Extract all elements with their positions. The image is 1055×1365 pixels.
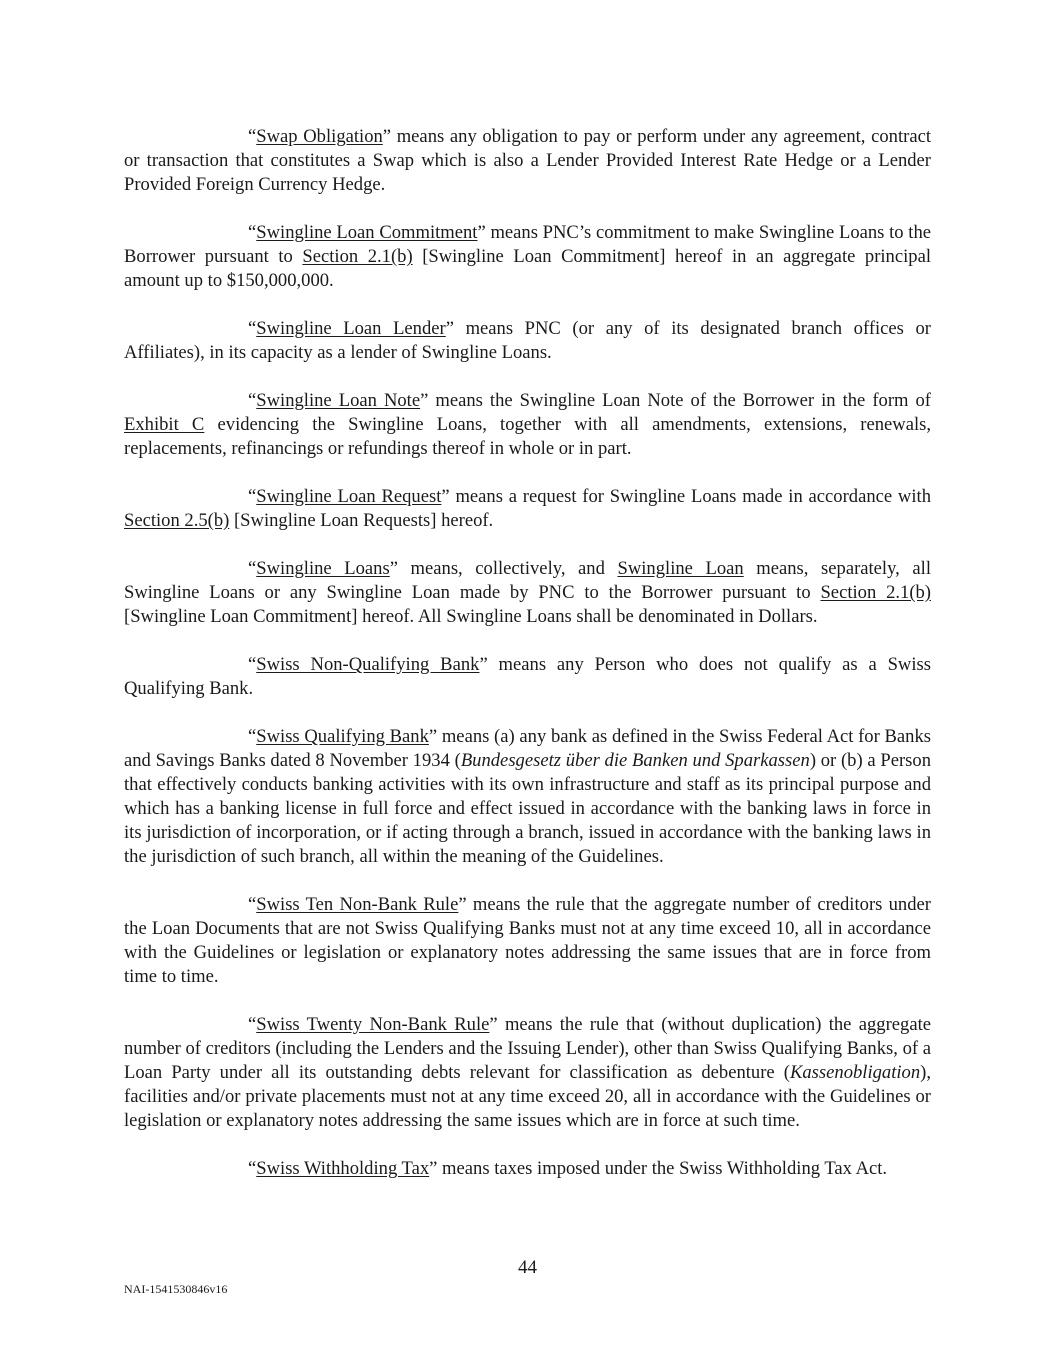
definition-swingline-loan-lender — [124, 317, 931, 365]
defined-term: Swiss Twenty Non-Bank Rule — [256, 1014, 490, 1035]
definition-text: “ — [248, 1158, 257, 1179]
definition-text: ” means a request for Swingline Loans made in accordance with — [441, 486, 931, 507]
definition-text: [Swingline Loan Commitment] hereof in an aggregate principal amount up to $150,000,000. — [124, 246, 931, 291]
italic-term: Kassenobligation — [789, 1062, 921, 1083]
defined-term: Swingline Loan Commitment — [256, 222, 478, 243]
definition-swingline-loan-request — [124, 485, 931, 533]
definition-text: “ — [248, 726, 257, 747]
definition-swiss-non-qualifying-bank — [124, 653, 931, 701]
document-id: NAI-1541530846v16 — [124, 1282, 228, 1296]
definition-text: ), facilities and/or private placements must not at any time exceed 20, all in accordance with the Guidelines or legislation or explanatory notes addressing the same issues which are in force at such time. — [124, 1062, 931, 1131]
definition-text: ” means taxes imposed under the Swiss Withholding Tax Act. — [429, 1158, 888, 1179]
definition-text: ” means the Swingline Loan Note of the Borrower in the form of — [420, 390, 931, 411]
defined-term: Swiss Withholding Tax — [256, 1158, 430, 1179]
definition-text: “ — [248, 486, 257, 507]
defined-term: Swiss Ten Non-Bank Rule — [256, 894, 459, 915]
definition-text: “ — [248, 654, 257, 675]
definition-swiss-qualifying-bank — [124, 725, 931, 869]
definition-text: “ — [248, 558, 257, 579]
definition-text: “ — [248, 390, 257, 411]
definition-swap-obligation — [124, 125, 931, 197]
cross-reference: Section 2.5(b) — [124, 510, 230, 531]
italic-term: Bundesgesetz über die Banken und Sparkassen — [460, 750, 810, 771]
definition-text: ” means the rule that (without duplication) the aggregate number of creditors (including the Lenders and the Issuing Lender), other than Swiss Qualifying Banks, of a Loan Party under all its outstanding debts relevant for classification as debenture ( — [124, 1014, 931, 1083]
definition-text: ” means any Person who does not qualify as a Swiss Qualifying Bank. — [124, 654, 931, 699]
cross-reference: Swingline Loan — [617, 558, 744, 579]
defined-term: Swingline Loan Note — [256, 390, 421, 411]
defined-term: Swingline Loans — [256, 558, 390, 579]
cross-reference: Section 2.1(b) — [302, 246, 413, 267]
definition-swiss-twenty-non-bank-rule — [124, 1013, 931, 1133]
definitions-list — [124, 125, 931, 1205]
definition-swingline-loans — [124, 557, 931, 629]
definition-swingline-loan-commitment — [124, 221, 931, 293]
definition-text: “ — [248, 126, 257, 147]
definition-text: [Swingline Loan Requests] hereof. — [229, 510, 494, 531]
definition-text: ” means (a) any bank as defined in the Swiss Federal Act for Banks and Savings Banks dated 8 November 1934 ( — [124, 726, 931, 771]
definition-text: ” means any obligation to pay or perform under any agreement, contract or transaction that constitutes a Swap which is also a Lender Provided Interest Rate Hedge or a Lender Provided Foreign Currency Hedge. — [124, 126, 932, 195]
defined-term: Swingline Loan Request — [256, 486, 442, 507]
defined-term: Swiss Qualifying Bank — [256, 726, 429, 747]
page-number: 44 — [518, 1257, 537, 1278]
definition-text: [Swingline Loan Commitment] hereof. All Swingline Loans shall be denominated in Dollars. — [124, 606, 818, 627]
definition-text: ” means PNC (or any of its designated branch offices or Affiliates), in its capacity as a lender of Swingline Loans. — [124, 318, 931, 363]
definition-swiss-withholding-tax — [124, 1157, 931, 1181]
definition-text: evidencing the Swingline Loans, together with all amendments, extensions, renewals, replacements, refinancings or refundings thereof in whole or in part. — [124, 414, 932, 459]
definition-text: ) or (b) a Person that effectively conducts banking activities with its own infrastructure and staff as its principal purpose and which has a banking license in full force and effect issued in accordance with the banking laws in force in its jurisdiction of incorporation, or if acting through a branch, issued in accordance with the banking laws in the jurisdiction of such branch, all within the meaning of the Guidelines. — [124, 750, 932, 867]
definition-text: “ — [248, 894, 257, 915]
definition-text: “ — [248, 222, 257, 243]
definition-text: ” means PNC’s commitment to make Swingline Loans to the Borrower pursuant to — [124, 222, 932, 267]
cross-reference: Section 2.1(b) — [820, 582, 931, 603]
defined-term: Swap Obligation — [256, 126, 383, 147]
definition-text: “ — [248, 318, 257, 339]
definition-swingline-loan-note — [124, 389, 931, 461]
defined-term: Swiss Non-Qualifying Bank — [256, 654, 480, 675]
defined-term: Swingline Loan Lender — [256, 318, 446, 339]
definition-text: means, separately, all Swingline Loans or any Swingline Loan made by PNC to the Borrower pursuant to — [124, 558, 932, 603]
definition-swiss-ten-non-bank-rule — [124, 893, 931, 989]
cross-reference: Exhibit C — [124, 414, 205, 435]
definition-text: “ — [248, 1014, 257, 1035]
definition-text: ” means the rule that the aggregate number of creditors under the Loan Documents that are not Swiss Qualifying Banks must not at any time exceed 10, all in accordance with the Guidelines or legislation or explanatory notes addressing the same issues that are in force from time to time. — [124, 894, 931, 987]
definition-text: ” means, collectively, and — [389, 558, 618, 579]
